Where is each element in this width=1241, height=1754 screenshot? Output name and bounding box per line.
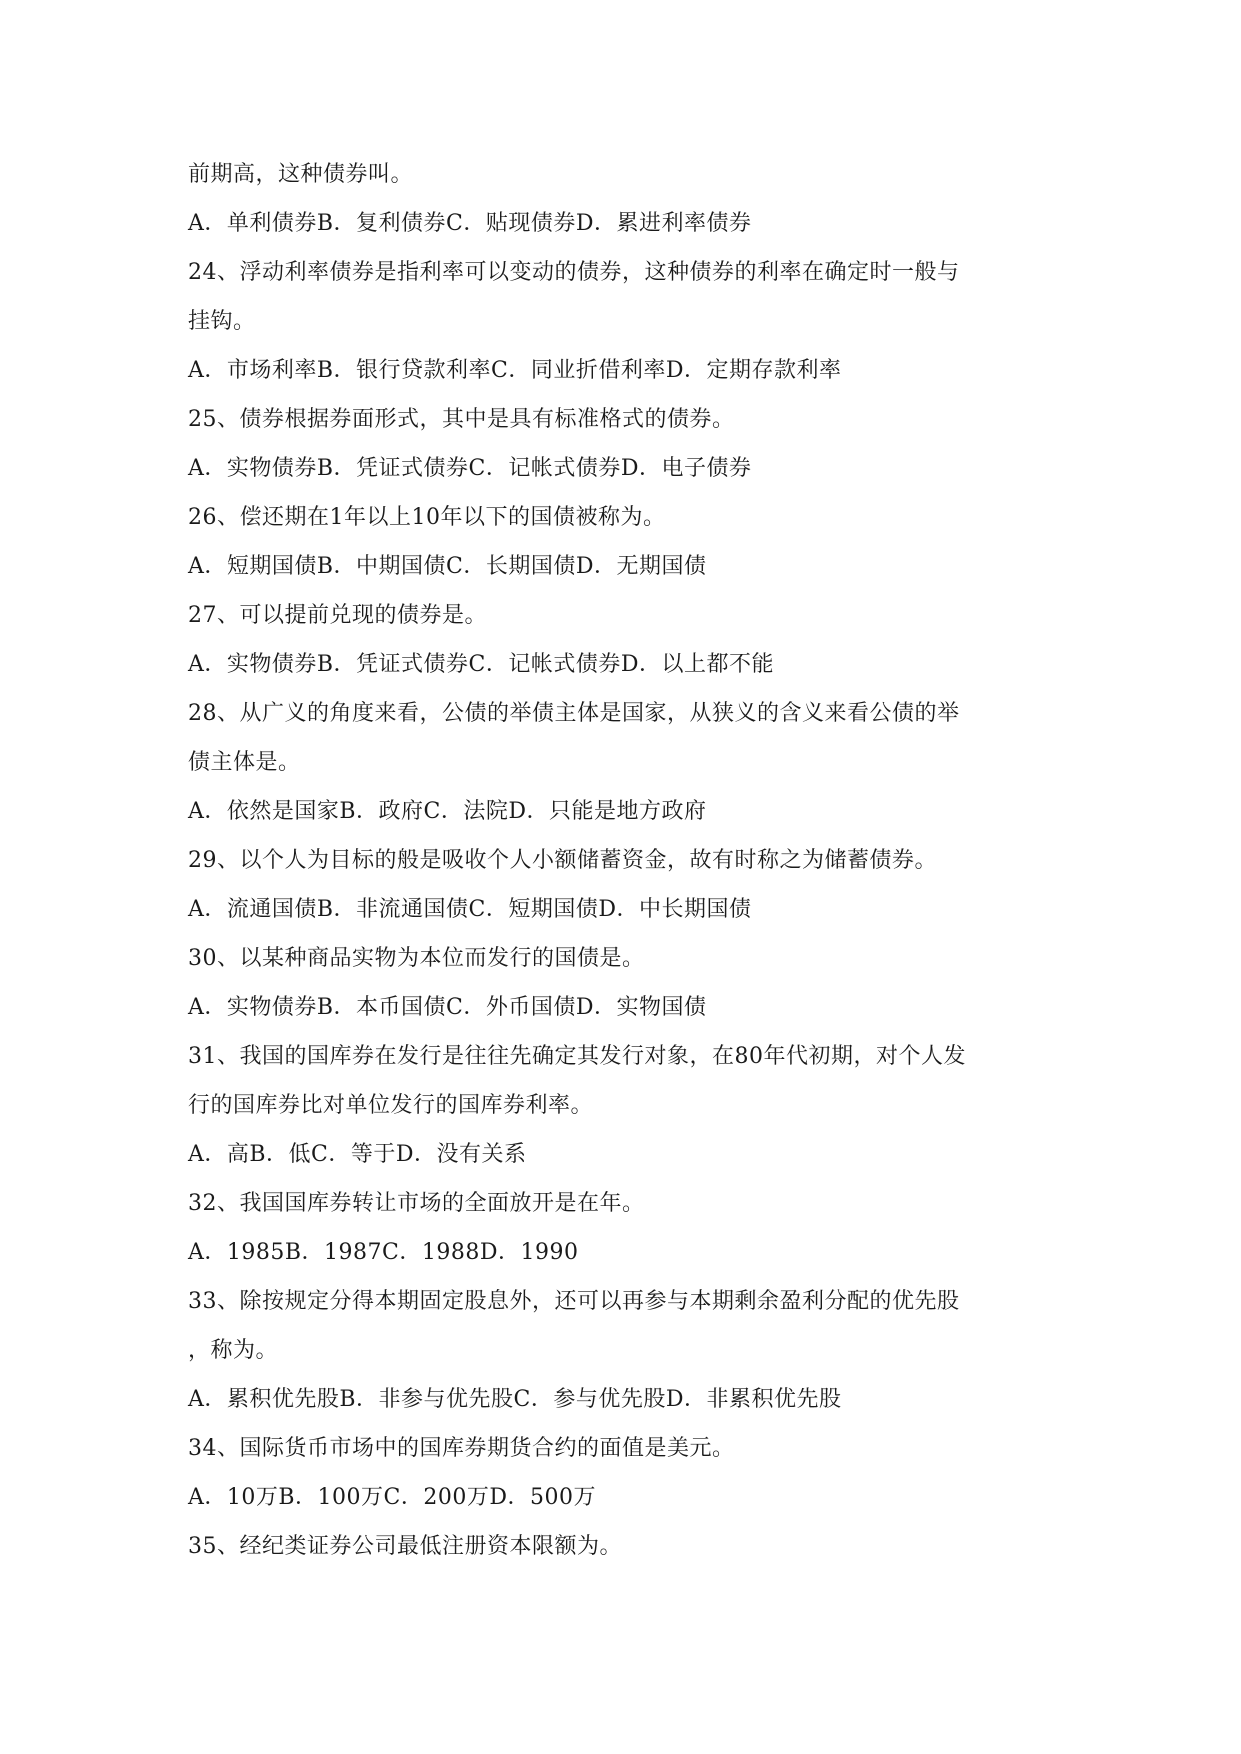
text-line: 33、除按规定分得本期固定股息外，还可以再参与本期剩余盈利分配的优先股 — [188, 1289, 960, 1314]
text-line: A．单利债券B．复利债券C．贴现债券D．累进利率债券 — [188, 211, 752, 236]
text-line: ，称为。 — [188, 1338, 279, 1363]
text-line: 35、经纪类证券公司最低注册资本限额为。 — [188, 1534, 622, 1559]
text-line: A．高B．低C．等于D．没有关系 — [188, 1142, 527, 1167]
text-line: 债主体是。 — [188, 750, 301, 775]
text-line: 25、债券根据券面形式，其中是具有标准格式的债券。 — [188, 407, 735, 432]
text-line: A．依然是国家B．政府C．法院D．只能是地方政府 — [188, 799, 707, 824]
text-line: 28、从广义的角度来看，公债的举债主体是国家，从狭义的含义来看公债的举 — [188, 701, 960, 726]
text-line: A．市场利率B．银行贷款利率C．同业折借利率D．定期存款利率 — [188, 358, 842, 383]
text-line: 31、我国的国库券在发行是往往先确定其发行对象，在80年代初期，对个人发 — [188, 1044, 966, 1069]
text-line: A．实物债券B．凭证式债券C．记帐式债券D．以上都不能 — [188, 652, 775, 677]
text-line: 挂钩。 — [188, 309, 256, 334]
text-line: 32、我国国库券转让市场的全面放开是在年。 — [188, 1191, 645, 1216]
text-line: A．实物债券B．本币国债C．外币国债D．实物国债 — [188, 995, 707, 1020]
document-body — [188, 150, 1068, 1571]
text-line: A．实物债券B．凭证式债券C．记帐式债券D．电子债券 — [188, 456, 752, 481]
text-line: A．短期国债B．中期国债C．长期国债D．无期国债 — [188, 554, 707, 579]
text-line: 29、以个人为目标的般是吸收个人小额储蓄资金，故有时称之为储蓄债券。 — [188, 848, 937, 873]
text-line: A．流通国债B．非流通国债C．短期国债D．中长期国债 — [188, 897, 752, 922]
text-line: 26、偿还期在1年以上10年以下的国债被称为。 — [188, 505, 666, 530]
text-line: 前期高，这种债券叫。 — [188, 162, 414, 187]
text-line: A．1985B．1987C．1988D．1990 — [188, 1240, 579, 1265]
text-line: 24、浮动利率债券是指利率可以变动的债券，这种债券的利率在确定时一般与 — [188, 260, 960, 285]
text-line: 30、以某种商品实物为本位而发行的国债是。 — [188, 946, 645, 971]
text-line: A．10万B．100万C．200万D．500万 — [188, 1485, 596, 1510]
text-line: A．累积优先股B．非参与优先股C．参与优先股D．非累积优先股 — [188, 1387, 842, 1412]
text-line: 行的国库券比对单位发行的国库券利率。 — [188, 1093, 594, 1118]
text-line: 34、国际货币市场中的国库券期货合约的面值是美元。 — [188, 1436, 735, 1461]
text-line: 27、可以提前兑现的债券是。 — [188, 603, 487, 628]
